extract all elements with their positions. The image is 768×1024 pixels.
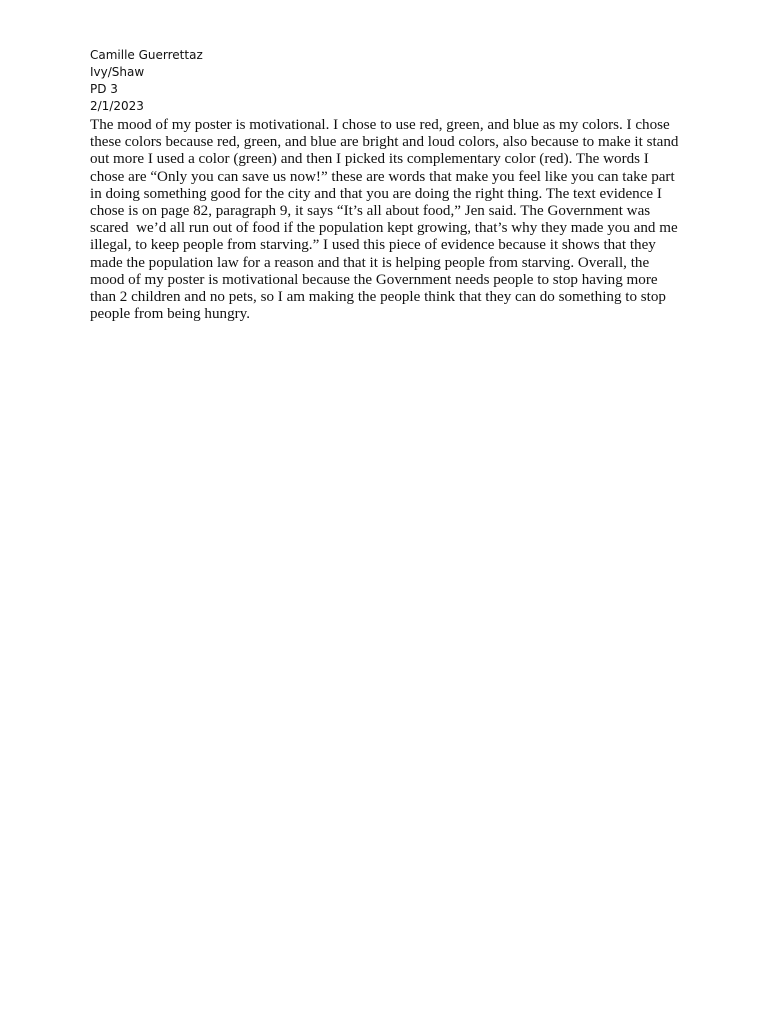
essay-line: in doing something good for the city and that you are doing the right thing. The text evidence I [90, 185, 662, 202]
class-period: PD 3 [90, 82, 118, 96]
essay-line: people from being hungry. [90, 306, 250, 323]
essay-line: The mood of my poster is motivational. I chose to use red, green, and blue as my colors. I chose [90, 117, 670, 133]
student-name: Camille Guerrettaz [90, 48, 203, 62]
essay-line: made the population law for a reason and that it is helping people from starving. Overall, the [90, 254, 650, 271]
essay-paragraph [90, 117, 700, 323]
document-date: 2/1/2023 [90, 99, 144, 113]
teacher-name: Ivy/Shaw [90, 65, 145, 79]
essay-line: these colors because red, green, and blue are bright and loud colors, also because to make it stand [90, 134, 679, 151]
essay-line: mood of my poster is motivational because the Government needs people to stop having more [90, 271, 658, 288]
essay-line: out more I used a color (green) and then I picked its complementary color (red). The words I [90, 151, 649, 168]
essay-line: illegal, to keep people from starving.” I used this piece of evidence because it shows that they [90, 237, 656, 254]
document-header [90, 47, 203, 115]
essay-line: chose is on page 82, paragraph 9, it says “It’s all about food,” Jen said. The Government was [90, 203, 651, 220]
essay-line: scared we’d all run out of food if the population kept growing, that’s why they made you and me [90, 220, 678, 237]
essay-line: than 2 children and no pets, so I am making the people think that they can do something to stop [90, 289, 666, 306]
essay-line: chose are “Only you can save us now!” these are words that make you feel like you can take part [90, 168, 675, 185]
